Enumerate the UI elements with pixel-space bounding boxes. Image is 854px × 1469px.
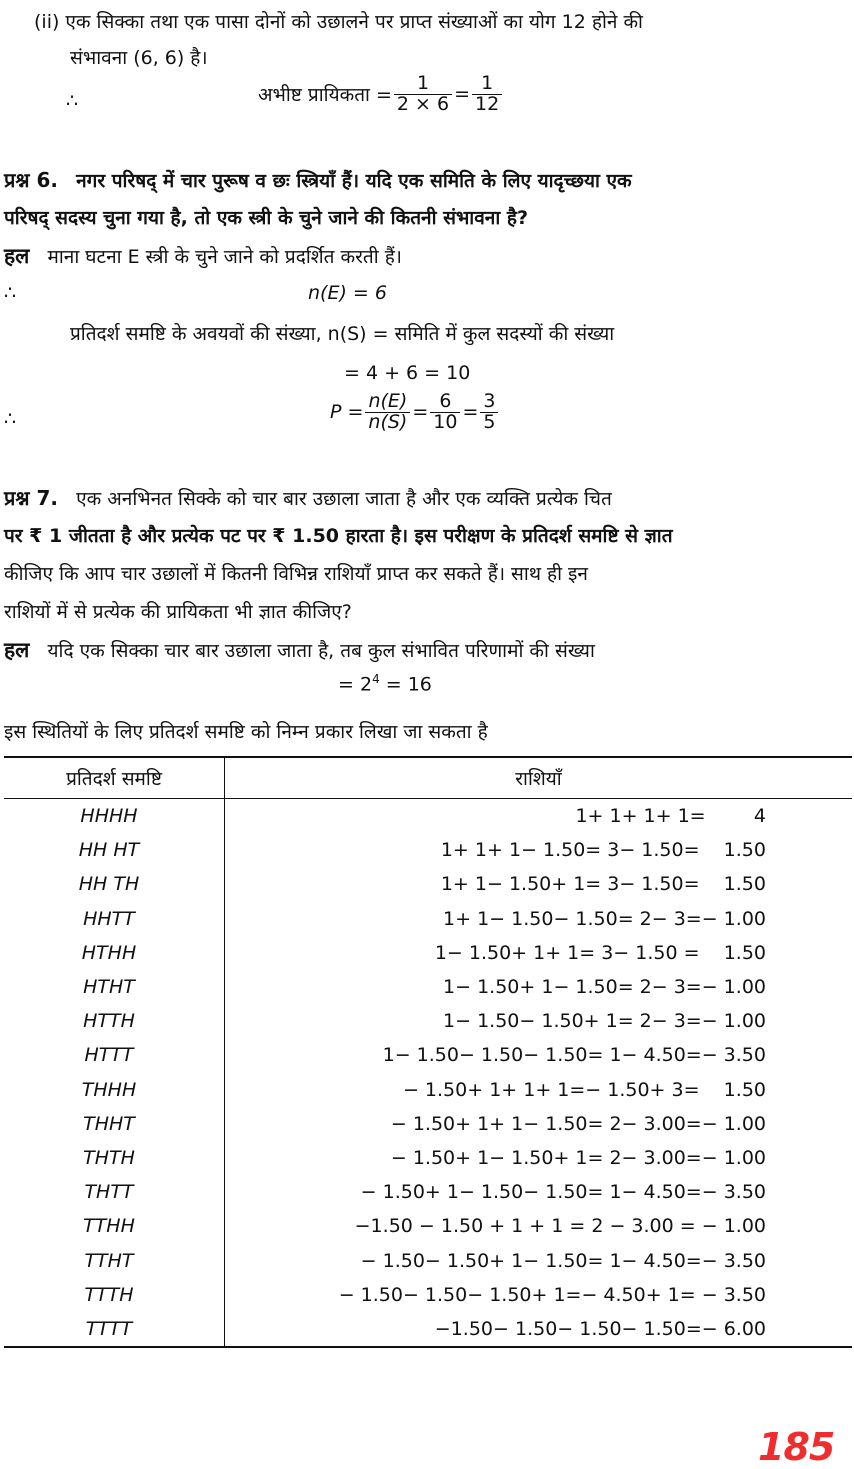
table-header-row xyxy=(4,757,852,799)
amount-cell: 1− 1.50+ 1− 1.50= 2− 3=− 1.00 xyxy=(443,976,766,999)
total-exponent: 4 xyxy=(372,672,380,686)
outcome-cell: HH TH xyxy=(4,867,225,901)
equals-sign: = xyxy=(454,83,471,106)
question-7-line3: कीजिए कि आप चार उछालों में कितनी विभिन्न राशियाँ प्राप्त कर सकते हैं। साथ ही इन xyxy=(4,563,588,585)
therefore-symbol: ∴ xyxy=(4,282,17,304)
question-text: नगर परिषद् में चार पुरूष व छः स्त्रियाँ हैं। यदि एक समिति के लिए यादृच्छया एक xyxy=(76,170,632,192)
fraction-denominator: n(S) xyxy=(365,412,410,433)
question-label: प्रश्न 7. xyxy=(4,486,58,510)
amount-cell: 1− 1.50− 1.50− 1.50= 1− 4.50=− 3.50 xyxy=(382,1044,766,1067)
table-body xyxy=(4,799,852,1348)
amount-cell: − 1.50− 1.50+ 1− 1.50= 1− 4.50=− 3.50 xyxy=(360,1249,766,1272)
required-probability-equation xyxy=(258,74,504,115)
outcome-cell: HTHH xyxy=(4,936,225,970)
outcome-cell: THHH xyxy=(4,1073,225,1107)
outcome-cell: HTHT xyxy=(4,970,225,1004)
solution-6-line1 xyxy=(4,242,402,270)
table-row xyxy=(4,970,852,1004)
outcomes-table xyxy=(4,756,852,1348)
fraction-numerator: 3 xyxy=(483,390,496,412)
amount-cell: 1− 1.50− 1.50+ 1= 2− 3=− 1.00 xyxy=(443,1010,766,1033)
table-row xyxy=(4,1175,852,1209)
solution-text: यदि एक सिक्का चार बार उछाला जाता है, तब कुल संभावित परिणामों की संख्या xyxy=(47,640,595,662)
table-row xyxy=(4,1278,852,1312)
probability-lhs: P = xyxy=(330,401,364,424)
outcome-cell: HTTT xyxy=(4,1038,225,1072)
fraction xyxy=(394,74,452,115)
n-e-equation: n(E) = 6 xyxy=(308,282,387,304)
amount-cell: − 1.50+ 1− 1.50− 1.50= 1− 4.50=− 3.50 xyxy=(360,1181,766,1204)
outcome-cell: TTTH xyxy=(4,1278,225,1312)
probability-lhs: अभीष्ट प्रायिकता = xyxy=(258,84,392,107)
table-row xyxy=(4,799,852,834)
table-row xyxy=(4,867,852,901)
equals-sign: = xyxy=(412,401,429,424)
fraction xyxy=(480,392,498,433)
table-row xyxy=(4,936,852,970)
outcome-cell: HH HT xyxy=(4,833,225,867)
outcome-cell: TTTT xyxy=(4,1312,225,1347)
table-row xyxy=(4,1141,852,1175)
outcome-cell: THTT xyxy=(4,1175,225,1209)
table-row xyxy=(4,1038,852,1072)
solution-7-line1 xyxy=(4,636,595,664)
question-7-line1 xyxy=(4,484,612,511)
table-row xyxy=(4,1209,852,1243)
outcome-cell: TTHH xyxy=(4,1209,225,1243)
column-header-amounts: राशियाँ xyxy=(225,757,853,799)
fraction xyxy=(430,392,460,433)
question-text: एक अनभिनत सिक्के को चार बार उछाला जाता है और एक व्यक्ति प्रत्येक चित xyxy=(76,488,612,510)
probability-equation xyxy=(330,392,500,433)
amount-cell: −1.50 − 1.50 + 1 + 1 = 2 − 3.00 = − 1.00 xyxy=(354,1215,766,1238)
therefore-symbol: ∴ xyxy=(4,408,17,430)
amount-cell: 1+ 1− 1.50− 1.50= 2− 3=− 1.00 xyxy=(443,907,766,930)
amount-cell: − 1.50− 1.50− 1.50+ 1=− 4.50+ 1= − 3.50 xyxy=(338,1283,766,1306)
table-row xyxy=(4,1312,852,1347)
question-6-line2: परिषद् सदस्य चुना गया है, तो एक स्त्री के चुने जाने की कितनी संभावना है? xyxy=(4,207,528,229)
question-label: प्रश्न 6. xyxy=(4,168,58,192)
fraction xyxy=(365,392,410,433)
sum-line: = 4 + 6 = 10 xyxy=(344,362,471,384)
fraction-numerator: n(E) xyxy=(368,390,408,412)
fraction-numerator: 1 xyxy=(416,72,430,94)
fraction-denominator: 12 xyxy=(472,94,502,115)
outcome-cell: HHHH xyxy=(4,799,225,834)
part-ii-line1: (ii) एक सिक्का तथा एक पासा दोनों को उछालने पर प्राप्त संख्याओं का योग 12 होने की xyxy=(34,11,643,33)
table-row xyxy=(4,1107,852,1141)
total-rest: = 16 xyxy=(379,673,432,696)
fraction-denominator: 10 xyxy=(430,412,460,433)
amount-cell: − 1.50+ 1+ 1− 1.50= 2− 3.00=− 1.00 xyxy=(390,1112,766,1135)
therefore-symbol: ∴ xyxy=(66,90,79,112)
solution-label: हल xyxy=(4,244,30,268)
column-header-sample-space: प्रतिदर्श समष्टि xyxy=(4,757,225,799)
question-7-line4: राशियों में से प्रत्येक की प्रायिकता भी ज्ञात कीजिए? xyxy=(4,601,352,623)
question-6-line1 xyxy=(4,166,632,193)
part-ii-line2: संभावना (6, 6) है। xyxy=(70,47,208,69)
outcome-cell: TTHT xyxy=(4,1243,225,1277)
sample-space-line: प्रतिदर्श समष्टि के अवयवों की संख्या, n(S) = समिति में कुल सदस्यों की संख्या xyxy=(70,323,615,345)
outcome-cell: HHTT xyxy=(4,902,225,936)
fraction-denominator: 2 × 6 xyxy=(394,94,452,115)
question-7-line2: पर ₹ 1 जीतता है और प्रत्येक पट पर ₹ 1.50 हारता है। इस परीक्षण के प्रतिदर्श समष्टि से ज्ञात xyxy=(4,525,673,547)
amount-cell: − 1.50+ 1+ 1+ 1=− 1.50+ 3= 1.50 xyxy=(402,1078,766,1101)
total-base: = 2 xyxy=(338,673,373,696)
amount-cell: 1+ 1− 1.50+ 1= 3− 1.50= 1.50 xyxy=(440,873,766,896)
table-row xyxy=(4,902,852,936)
amount-cell: 1+ 1+ 1− 1.50= 3− 1.50= 1.50 xyxy=(440,839,766,862)
fraction-numerator: 1 xyxy=(481,72,494,94)
outcome-cell: HTTH xyxy=(4,1004,225,1038)
amount-cell: 1− 1.50+ 1+ 1= 3− 1.50 = 1.50 xyxy=(434,941,766,964)
table-row xyxy=(4,1243,852,1277)
amount-cell: − 1.50+ 1− 1.50+ 1= 2− 3.00=− 1.00 xyxy=(390,1146,766,1169)
fraction-numerator: 6 xyxy=(439,390,452,412)
solution-label: हल xyxy=(4,638,30,662)
amount-cell: −1.50− 1.50− 1.50− 1.50=− 6.00 xyxy=(225,1312,853,1347)
table-row xyxy=(4,1004,852,1038)
total-outcomes xyxy=(338,672,432,695)
fraction xyxy=(472,74,502,115)
outcome-cell: THHT xyxy=(4,1107,225,1141)
table-row xyxy=(4,1073,852,1107)
solution-text: माना घटना E स्त्री के चुने जाने को प्रदर्शित करती हैं। xyxy=(47,246,402,268)
amount-cell: 1+ 1+ 1+ 1= 4 xyxy=(575,805,766,828)
page-number: 185 xyxy=(758,1425,835,1469)
table-intro: इस स्थितियों के लिए प्रतिदर्श समष्टि को निम्न प्रकार लिखा जा सकता है xyxy=(4,721,488,743)
fraction-denominator: 5 xyxy=(480,412,498,433)
outcome-cell: THTH xyxy=(4,1141,225,1175)
equals-sign: = xyxy=(462,401,479,424)
table-row xyxy=(4,833,852,867)
